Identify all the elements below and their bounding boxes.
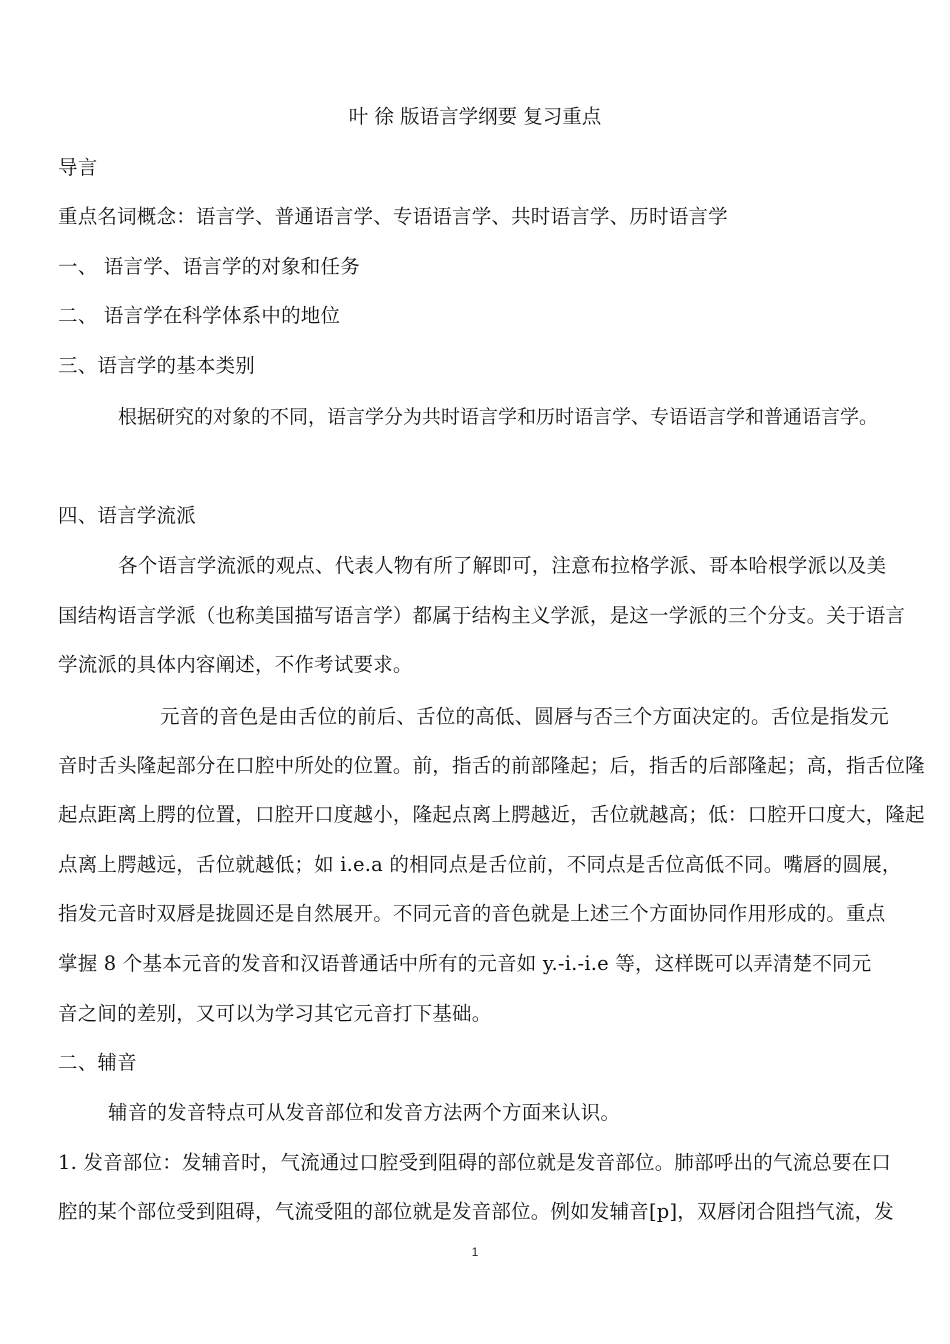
section-heading-2: 二、 语言学在科学体系中的地位	[58, 304, 341, 327]
paragraph-line: 指发元音时双唇是拢圆还是自然展开。不同元音的音色就是上述三个方面协同作用形成的。重点	[58, 902, 886, 925]
document-title: 叶 徐 版语言学纲要 复习重点	[348, 105, 602, 128]
section-heading-4: 四、语言学流派	[58, 504, 196, 527]
section-heading-consonants: 二、辅音	[58, 1051, 137, 1074]
section-heading-3: 三、语言学的基本类别	[58, 354, 256, 377]
paragraph-line: 1. 发音部位：发辅音时，气流通过口腔受到阻碍的部位就是发音部位。肺部呼出的气流总要在口	[58, 1151, 892, 1174]
heading-intro: 导言	[58, 156, 98, 179]
paragraph-line: 掌握 8 个基本元音的发音和汉语普通话中所有的元音如 y.-i.-i.e 等，这样既可以弄清楚不同元	[58, 952, 872, 975]
paragraph-line: 起点距离上腭的位置，口腔开口度越小，隆起点离上腭越近，舌位就越高；低：口腔开口度大，隆起	[58, 803, 925, 826]
paragraph-line: 各个语言学流派的观点、代表人物有所了解即可，注意布拉格学派、哥本哈根学派以及美	[118, 554, 887, 577]
section-heading-1: 一、 语言学、语言学的对象和任务	[58, 255, 360, 278]
paragraph-line: 腔的某个部位受到阻碍，气流受阻的部位就是发音部位。例如发辅音[p]，双唇闭合阻挡气流，发	[58, 1200, 894, 1223]
paragraph-line: 元音的音色是由舌位的前后、舌位的高低、圆唇与否三个方面决定的。舌位是指发元	[160, 705, 889, 728]
page-number: 1	[471, 1245, 479, 1259]
paragraph-line: 国结构语言学派（也称美国描写语言学）都属于结构主义学派，是这一学派的三个分支。关于语言	[58, 604, 906, 627]
paragraph-line: 音时舌头隆起部分在口腔中所处的位置。前，指舌的前部隆起；后，指舌的后部隆起；高，指舌位隆	[58, 754, 925, 777]
paragraph-line: 辅音的发音特点可从发音部位和发音方法两个方面来认识。	[108, 1101, 621, 1124]
paragraph-line: 根据研究的对象的不同，语言学分为共时语言学和历时语言学、专语语言学和普通语言学。	[118, 406, 879, 428]
paragraph-line: 学流派的具体内容阐述，不作考试要求。	[58, 653, 413, 676]
paragraph-line: 点离上腭越远，舌位就越低；如 i.e.a 的相同点是舌位前，不同点是舌位高低不同。嘴唇的圆展，	[58, 853, 902, 876]
paragraph-line: 音之间的差别，又可以为学习其它元音打下基础。	[58, 1002, 492, 1025]
key-terms-line: 重点名词概念：语言学、普通语言学、专语语言学、共时语言学、历时语言学	[58, 205, 728, 228]
